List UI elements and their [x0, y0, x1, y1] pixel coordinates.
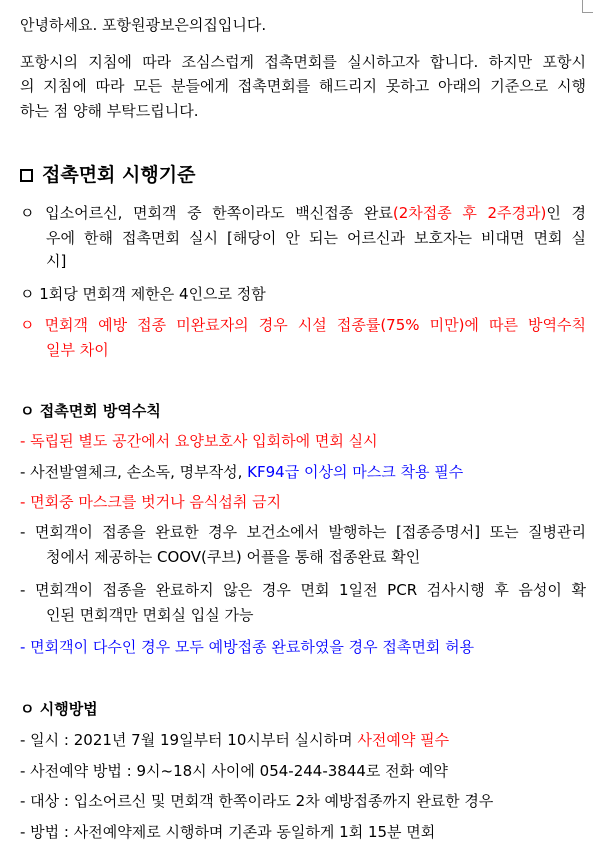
- section-1-title: 접촉면회 시행기준: [42, 164, 196, 186]
- section-3-title: ㅇ 시행방법: [20, 700, 98, 718]
- method-item-1-text: - 일시 : 2021년 7월 19일부터 10시부터 실시하며: [20, 731, 358, 749]
- section-1-heading: [20, 163, 195, 187]
- rule-item-2-text: - 사전발열체크, 손소독, 명부작성,: [20, 463, 248, 481]
- criteria-item-1-line-1: [20, 203, 586, 223]
- criteria-item-1-highlight: (2차접종 후 2주경과): [392, 204, 547, 222]
- rule-item-5-line-2: 인된 면회객만 면회실 입실 가능: [46, 606, 254, 624]
- method-item-4: - 방법 : 사전예약제로 시행하며 기존과 동일하게 1회 15분 면회: [20, 823, 436, 841]
- rule-item-3: - 면회중 마스크를 벗거나 음식섭취 금지: [20, 493, 282, 511]
- rule-item-5-line-1: - 면회객이 접종을 완료하지 않은 경우 면회 1일전 PCR 검사시행 후 음성이 확: [20, 581, 586, 599]
- criteria-item-1-line-2: 우에 한해 접촉면회 실시 [해당이 안 되는 어르신과 보호자는 비대면 면회 실: [46, 229, 586, 247]
- intro-line-1: 포항시의 지침에 따라 조심스럽게 접촉면회를 실시하고자 합니다. 하지만 포항시: [20, 53, 586, 71]
- method-item-1: [20, 730, 449, 750]
- rule-item-2: [20, 462, 463, 482]
- checkbox-square-icon: [20, 169, 33, 182]
- criteria-item-3-line-2: 일부 차이: [46, 341, 109, 359]
- criteria-item-3-line-1: ㅇ 면회객 예방 접종 미완료자의 경우 시설 접종률(75% 미만)에 따른 방역수칙: [20, 316, 586, 334]
- criteria-item-1-text: ㅇ 입소어르신, 면회객 중 한쪽이라도 백신접종 완료: [20, 204, 393, 222]
- rule-item-1: - 독립된 별도 공간에서 요양보호사 입회하에 면회 실시: [20, 432, 378, 450]
- section-2-title: ㅇ 접촉면회 방역수칙: [20, 402, 161, 420]
- greeting: 안녕하세요. 포항원광보은의집입니다.: [20, 16, 267, 34]
- method-item-2: - 사전예약 방법 : 9시~18시 사이에 054-244-3844로 전화 예약: [20, 762, 448, 780]
- intro-line-3: 하는 점 양해 부탁드립니다.: [20, 102, 199, 120]
- page-corner-mark: [582, 0, 593, 13]
- criteria-item-2: ㅇ 1회당 면회객 제한은 4인으로 정함: [20, 285, 266, 303]
- criteria-item-1-tail: 인 경: [546, 204, 587, 222]
- rule-item-2-highlight: KF94급 이상의 마스크 착용 필수: [247, 463, 464, 481]
- rule-item-4-line-1: - 면회객이 접종을 완료한 경우 보건소에서 발행하는 [접종증명서] 또는 질병관리: [20, 523, 586, 541]
- rule-item-4-line-2: 청에서 제공하는 COOV(쿠브) 어플을 통해 접종완료 확인: [46, 548, 421, 566]
- intro-line-2: 의 지침에 따라 모든 분들에게 접촉면회를 해드리지 못하고 아래의 기준으로 시행: [20, 77, 586, 95]
- method-item-3: - 대상 : 입소어르신 및 면회객 한쪽이라도 2차 예방접종까지 완료한 경우: [20, 792, 494, 810]
- rule-item-6: - 면회객이 다수인 경우 모두 예방접종 완료하였을 경우 접촉면회 허용: [20, 638, 475, 656]
- criteria-item-1-line-3: 시]: [46, 252, 67, 270]
- method-item-1-highlight: 사전예약 필수: [357, 731, 450, 749]
